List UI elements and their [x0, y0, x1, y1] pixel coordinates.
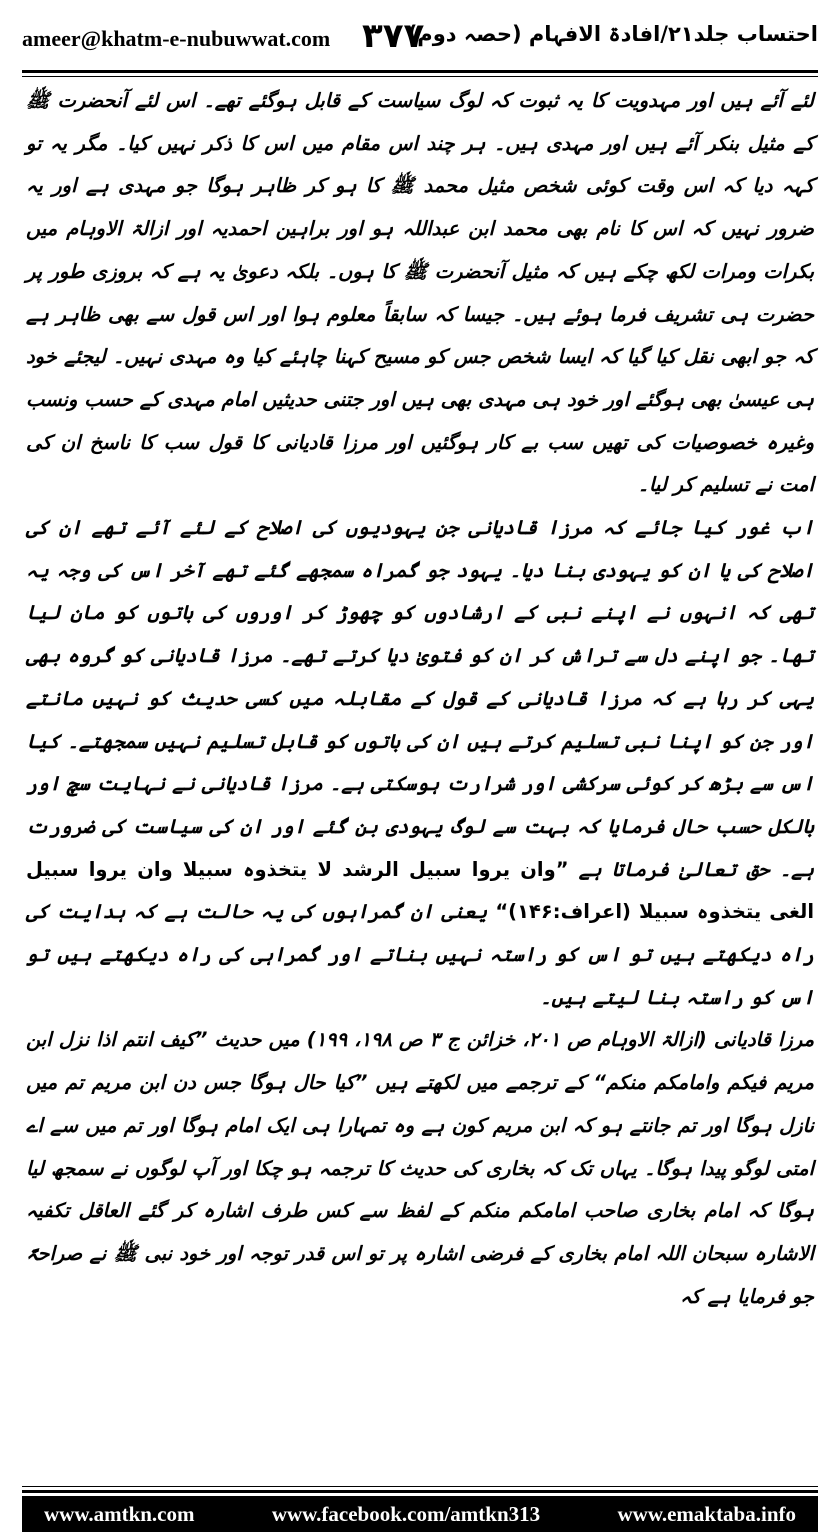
page-body — [26, 80, 814, 1318]
footer-rule — [22, 1486, 818, 1493]
quote-translation: یعنی ان گمراہوں کی یہ حالت ہے کہ ہدایت کی راہ دیکھتے ہیں تو اس کو راستہ نہیں بناتے اور گمراہی کی راہ دیکھتے ہیں تو اس کو راستہ بنا لیتے ہیں۔ — [26, 900, 814, 1009]
page-footer — [22, 1496, 818, 1532]
footer-link-amtkn[interactable]: www.amtkn.com — [44, 1501, 195, 1526]
header-email: ameer@khatm-e-nubuwwat.com — [22, 26, 331, 51]
footer-link-facebook[interactable]: www.facebook.com/amtkn313 — [271, 1501, 541, 1526]
footer-link-emaktaba[interactable]: www.emaktaba.info — [617, 1501, 796, 1526]
paragraph-1: لئے آئے ہیں اور مہدویت کا یہ ثبوت کہ لوگ سیاست کے قابل ہوگئے تھے۔ اس لئے آنحضرت ﷺ کے مثیل بنکر آئے ہیں اور مہدی ہیں۔ ہر چند اس مقام میں اس کا ذکر نہیں کیا۔ مگر یہ تو کہہ دیا کہ اس وقت کوئی شخص مثیل محمد ﷺ کا ہو کر ظاہر ہوگا جو مہدی ہے اور یہ ضرور نہیں کہ اس کا نام بھی محمد ابن عبداللہ ہو اور براہین احمدیہ اور ازالۃ الاوہام میں بکرات ومرات لکھ چکے ہیں کہ مثیل آنحضرت ﷺ کا ہوں۔ بلکہ دعویٰ یہ ہے کہ بروزی طور پر حضرت ہی تشریف فرما ہوئے ہیں۔ جیسا کہ سابقاً معلوم ہوا اور اس قول سے بھی ظاہر ہے کہ جو ابھی نقل کیا گیا کہ ایسا شخص جس کو مسیح کہنا چاہئے کیا وہ مہدی نہیں۔ لیجئے خود ہی عیسیٰ بھی ہوگئے اور خود ہی مہدی بھی ہیں اور جتنی حدیثیں امام مہدی کے حسب ونسب وغیرہ خصوصیات کی تھیں سب بے کار ہوگئیں اور مرزا قادیانی کا قول سب کا ناسخ ان کی امت نے تسلیم کر لیا۔ — [26, 89, 814, 497]
paragraph-2 — [26, 507, 814, 1019]
quran-quote: ”وان یروا سبیل الرشد لا یتخذوہ سبیلا وان یروا سبیل الغی یتخذوہ سبیلا (اعراف:۱۴۶)“ — [26, 857, 815, 924]
page-header — [22, 16, 818, 68]
paragraph-3: مرزا قادیانی (ازالۃ الاوہام ص ۲۰۱، خزائن ج ۳ ص ۱۹۸، ۱۹۹) میں حدیث ”کیف انتم اذا نزل ابن مریم فیکم وامامکم منکم“ کے ترجمے میں لکھتے ہیں ”کیا حال ہوگا جس دن ابن مریم تم میں نازل ہوگا اور تم جانتے ہو کہ ابن مریم کون ہے وہ تمہارا ہی ایک امام ہوگا اور تم میں سے اے امتی لوگو پیدا ہوگا۔ یہاں تک کہ بخاری کی حدیث کا ترجمہ ہو چکا اور آپ لوگوں نے سمجھ لیا ہوگا کہ امام بخاری صاحب امامکم منکم کے لفظ سے کس طرف اشارہ کر گئے العاقل تکفیہ الاشارہ سبحان اللہ امام بخاری کے فرضی اشارہ پر تو اس قدر توجہ اور خود نبی ﷺ نے صراحۃً جو فرمایا ہے کہ — [26, 1028, 815, 1308]
running-title: احتساب جلد۲۱/افادۃ الافہام (حصہ دوم) — [407, 22, 818, 46]
header-rule — [22, 70, 818, 77]
page-number: ۳۷۷ — [362, 16, 425, 56]
paragraph-2-text: اب غور کیا جائے کہ مرزا قادیانی جن یہودیوں کی اصلاح کے لئے آئے تھے ان کی اصلاح کی یا ان کو یہودی بنا دیا۔ یہود جو گمراہ سمجھے گئے تھے آخر اس کی وجہ یہ تھی کہ انہوں نے اپنے نبی کے ارشادوں کو چھوڑ کر اوروں کی باتوں کو مان لیا تھا۔ جو اپنے دل سے تراش کر ان کو فتویٰ دیا کرتے تھے۔ مرزا قادیانی کو گروہ بھی یہی کر رہا ہے کہ مرزا قادیانی کے قول کے مقابلہ میں کسی حدیث کو نہیں مانتے اور جن کو اپنا نبی تسلیم کرتے ہیں ان کی باتوں کو قابل تسلیم نہیں سمجھتے۔ کیا اس سے بڑھ کر کوئی سرکشی اور شرارت ہوسکتی ہے۔ مرزا قادیانی نے نہایت سچ اور بالکل حسب حال فرمایا کہ بہت سے لوگ یہودی بن گئے اور ان کی سیاست کی ضرورت ہے۔ حق تعالیٰ فرماتا ہے — [26, 516, 814, 881]
